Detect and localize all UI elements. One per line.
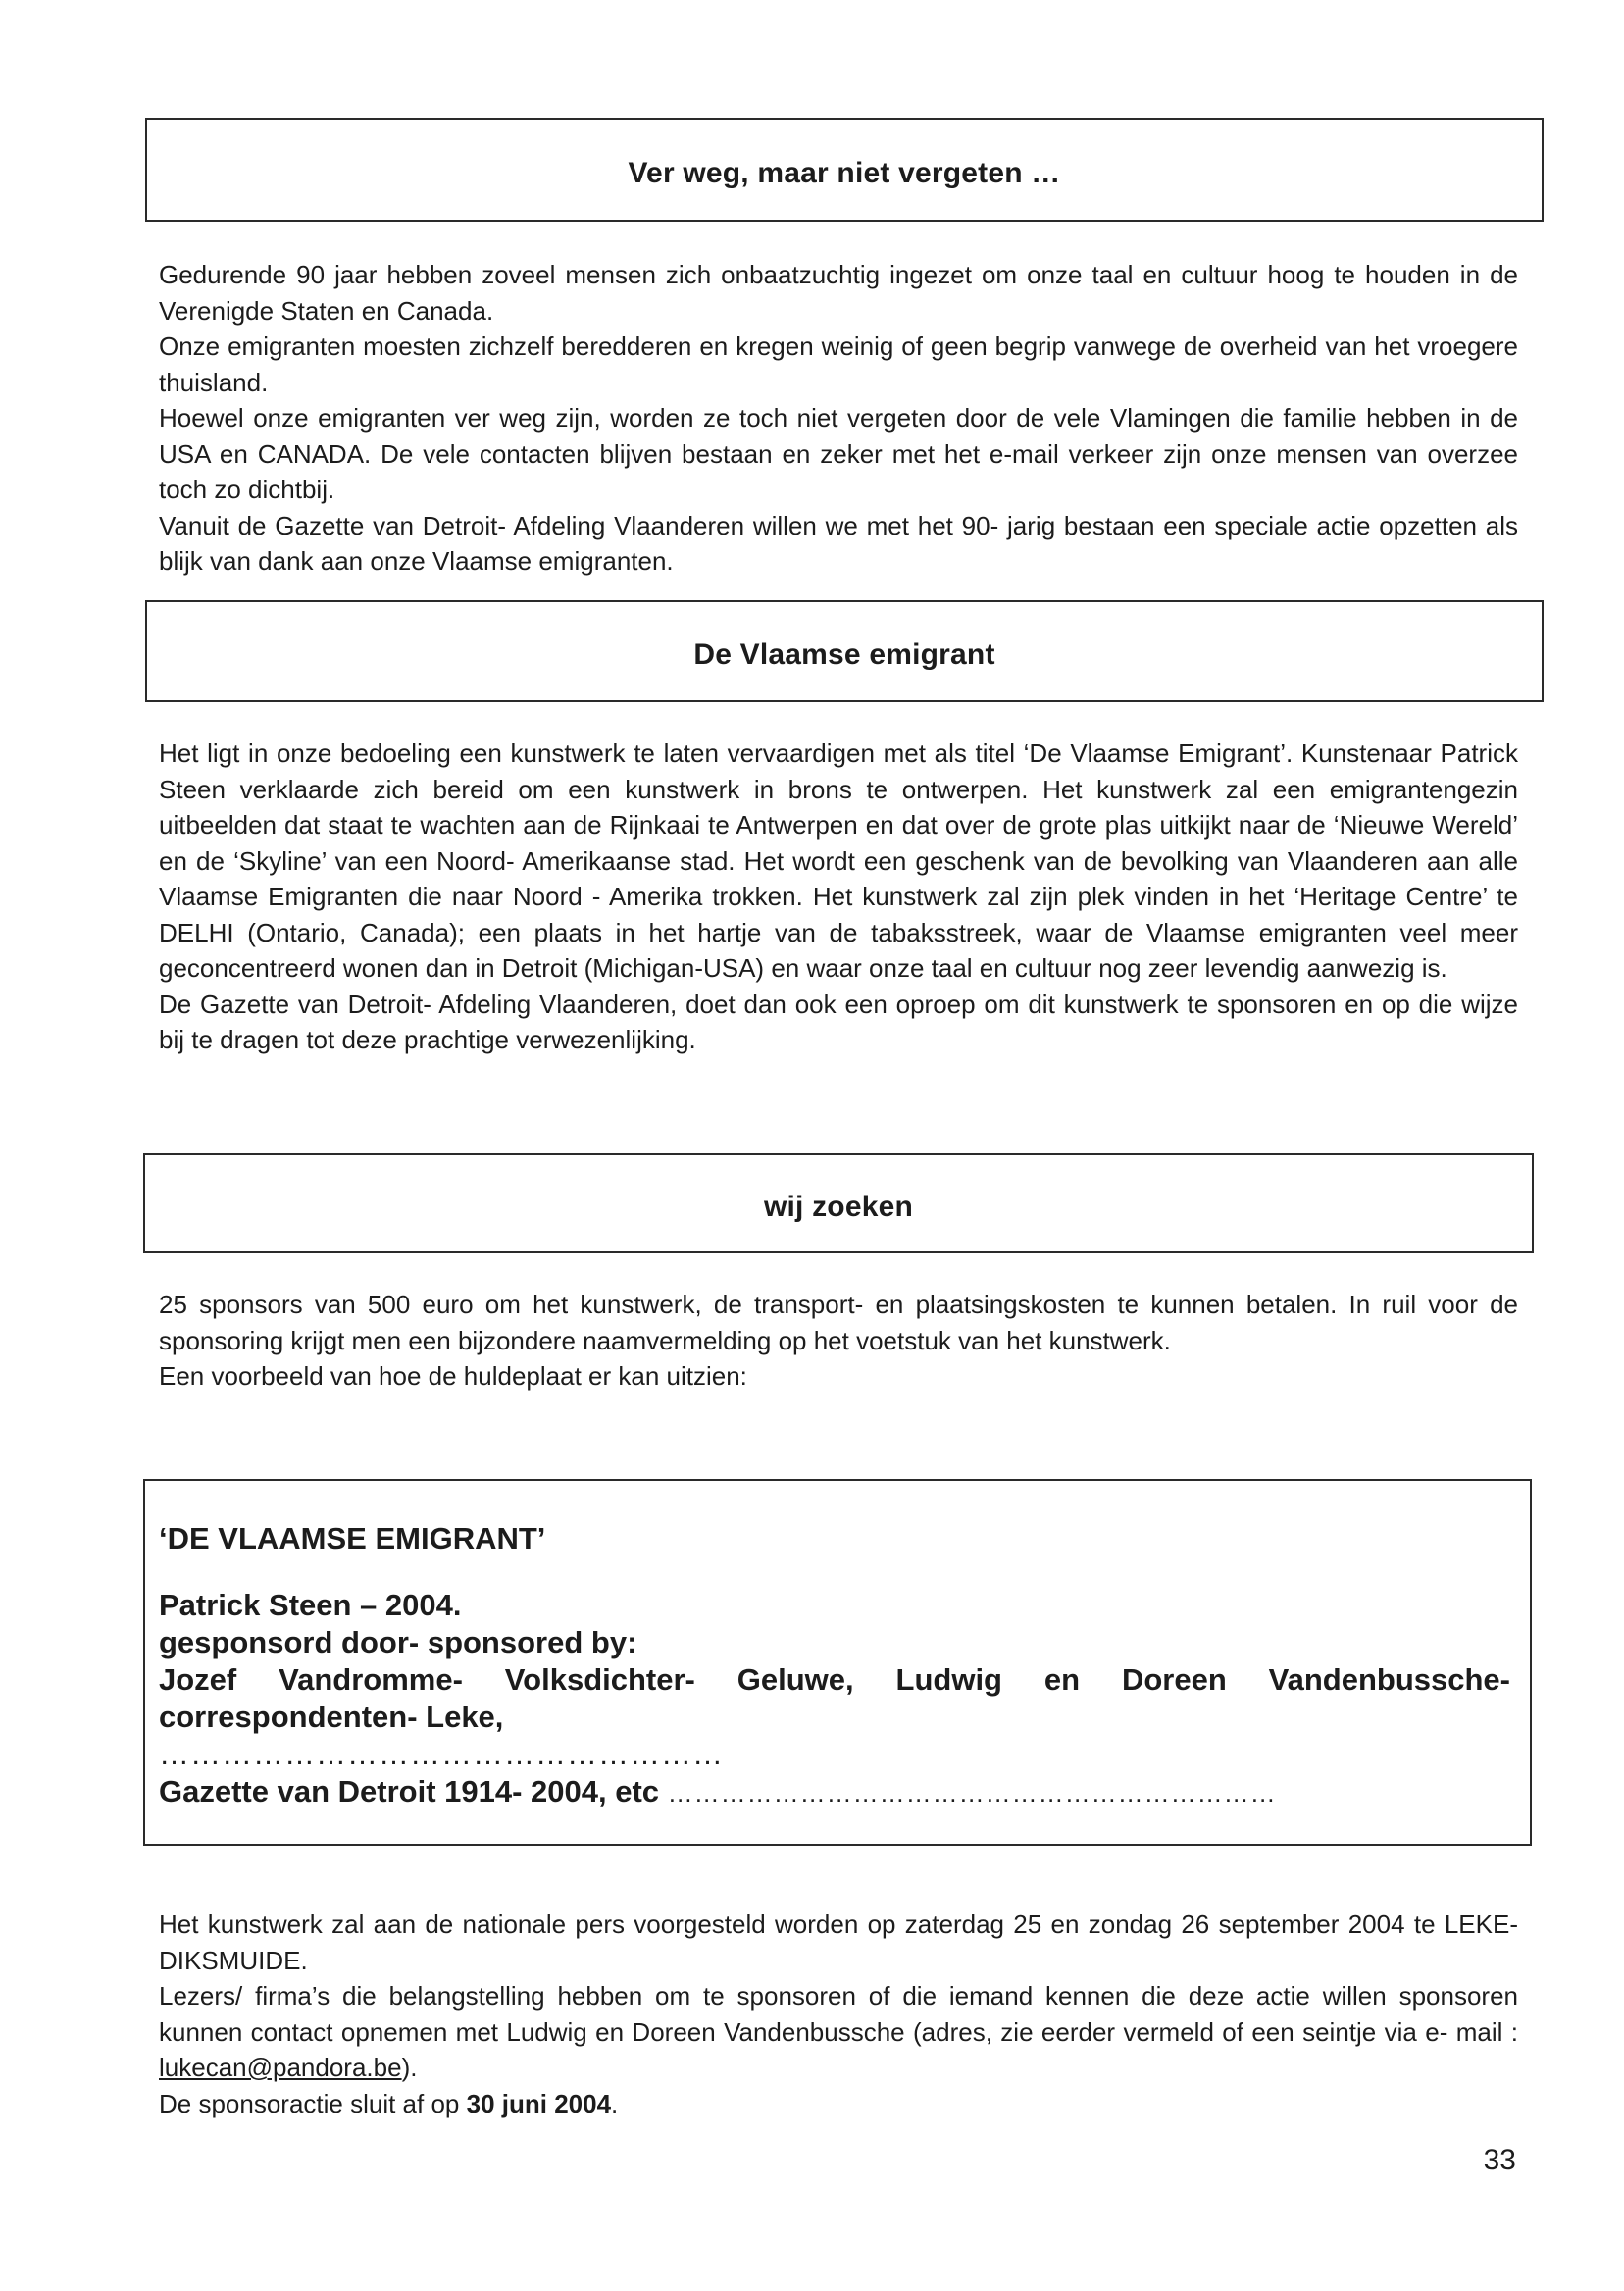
intro-paragraph-3: Hoewel onze emigranten ver weg zijn, worden ze toch niet vergeten door de vele Vlamingen die familie hebben in de USA en CANADA. De vele contacten blijven bestaan en zeker met het e-mail verkeer zijn onze mensen van overzee toch zo dichtbij.	[159, 403, 1518, 504]
emigrant-text	[159, 736, 1518, 1058]
closing-text	[159, 1907, 1518, 2121]
intro-paragraph-1: Gedurende 90 jaar hebben zoveel mensen zich onbaatzuchtig ingezet om onze taal en cultuur hoog te houden in de Verenigde Staten en Canada.	[159, 260, 1518, 326]
plaque-artist: Patrick Steen – 2004.	[159, 1588, 462, 1622]
heading-box-intro	[145, 118, 1544, 222]
plaque-example-box	[143, 1479, 1532, 1846]
plaque-lines	[159, 1587, 1510, 1811]
emigrant-paragraph-1: Het ligt in onze bedoeling een kunstwerk te laten vervaardigen met als titel ‘De Vlaamse Emigrant’. Kunstenaar Patrick Steen verklaarde zich bereid om een kunstwerk in brons te ontwerpen. Het kunstwerk zal een emigrantengezin uitbeelden dat staat te wachten aan de Rijnkaai te Antwerpen en dat over de grote plas uitkijkt naar de ‘Nieuwe Wereld’ en de ‘Skyline’ van een Noord- Amerikaanse stad. Het wordt een geschenk van de bevolking van Vlaanderen aan alle Vlaamse Emigranten die naar Noord - Amerika trokken. Het kunstwerk zal zijn plek vinden in het ‘Heritage Centre’ te DELHI (Ontario, Canada); een plaats in het hartje van de tabaksstreek, waar de Vlaamse emigranten veel meer geconcentreerd wonen dan in Detroit (Michigan-USA) en waar onze taal en cultuur nog zeer levendig aanwezig is.	[159, 738, 1518, 983]
heading-box-emigrant	[145, 600, 1544, 702]
plaque-gazette-line	[159, 1773, 1510, 1811]
heading-box-search	[143, 1153, 1534, 1253]
search-text	[159, 1287, 1518, 1395]
intro-text	[159, 257, 1518, 580]
plaque-sponsored-by: gesponsord door- sponsored by:	[159, 1625, 637, 1659]
email-link[interactable]: lukecan@pandora.be	[159, 2053, 402, 2082]
plaque-gazette-dots: ……………………………………………………………	[667, 1778, 1277, 1807]
intro-paragraph-2: Onze emigranten moesten zichzelf beredderen en kregen weinig of geen begrip vanwege de overheid van het vroegere thuisland.	[159, 331, 1518, 397]
heading-search: wij zoeken	[763, 1191, 914, 1223]
emigrant-paragraph-2: De Gazette van Detroit- Afdeling Vlaanderen, doet dan ook een oproep om dit kunstwerk te sponsoren en op die wijze bij te dragen tot deze prachtige verwezenlijking.	[159, 989, 1518, 1054]
plaque-gazette: Gazette van Detroit 1914- 2004, etc	[159, 1774, 660, 1808]
closing-deadline	[159, 2086, 1518, 2122]
page-number: 33	[1483, 2144, 1516, 2176]
heading-emigrant: De Vlaamse emigrant	[693, 638, 995, 671]
plaque-title: ‘DE VLAAMSE EMIGRANT’	[159, 1521, 546, 1555]
heading-intro: Ver weg, maar niet vergeten …	[628, 157, 1061, 189]
closing-contact	[159, 1978, 1518, 2086]
deadline-date: 30 juni 2004	[466, 2088, 612, 2118]
closing-presentation: Het kunstwerk zal aan de nationale pers voorgesteld worden op zaterdag 25 en zondag 26 september 2004 te LEKE- DIKSMUIDE.	[159, 1909, 1518, 1975]
search-paragraph-1: 25 sponsors van 500 euro om het kunstwerk, de transport- en plaatsingskosten te kunnen betalen. In ruil voor de sponsoring krijgt men een bijzondere naamvermelding op het voetstuk van het kunstwerk.	[159, 1290, 1518, 1355]
intro-paragraph-4: Vanuit de Gazette van Detroit- Afdeling Vlaanderen willen we met het 90- jarig bestaan een speciale actie opzetten als blijk van dank aan onze Vlaamse emigranten.	[159, 510, 1518, 576]
plaque-dots-line: ………………………………………………	[159, 1737, 724, 1771]
plaque-sponsors: Jozef Vandromme- Volksdichter- Geluwe, Ludwig en Doreen Vandenbussche-correspondenten- Leke,	[159, 1662, 1510, 1734]
closing-contact-text: Lezers/ firma’s die belangstelling hebben om te sponsoren of die iemand kennen die deze actie willen sponsoren kunnen contact opnemen met Ludwig en Doreen Vandenbussche (adres, zie eerder vermeld of een seintje via e- mail :	[159, 1981, 1518, 2047]
deadline-end: .	[611, 2088, 619, 2118]
search-paragraph-2: Een voorbeeld van hoe de huldeplaat er kan uitzien:	[159, 1361, 747, 1391]
closing-contact-end: ).	[401, 2053, 418, 2082]
deadline-prefix: De sponsoractie sluit af op	[159, 2088, 460, 2118]
